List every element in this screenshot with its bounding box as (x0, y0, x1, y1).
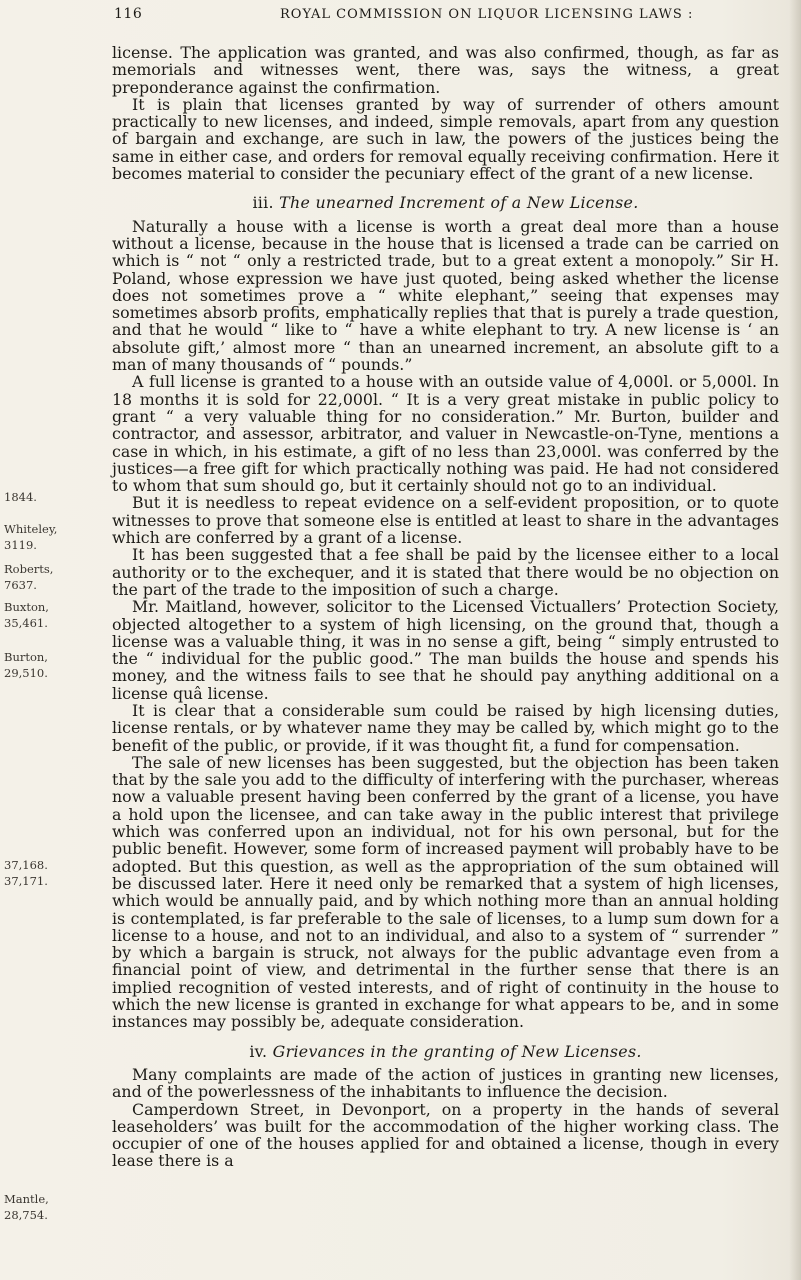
paragraph: It is plain that licenses granted by way of surrender of others amount practically to new licenses, and indeed, simple removals, apart from any question of bargain and exchange, are such in law, the powers of the justices being the same in either case, and orders for removal equally receiving confirmation. Here it becomes material to consider the pecuniary effect of the grant of a new license. (112, 94, 779, 184)
margin-note-1844: 1844. (4, 490, 37, 504)
margin-note-37171: 37,171. (4, 874, 48, 888)
page-edge-shadow (789, 0, 801, 1280)
section-heading-iii (112, 194, 779, 211)
margin-note-mantle: Mantle, (4, 1192, 49, 1206)
paragraph: license. The application was granted, and was also confirmed, though, as far as memorials and witnesses went, there was, says the witness, a great preponderance against the confirmation. (112, 43, 779, 97)
margin-note-buxton: Buxton, (4, 600, 49, 614)
margin-note-whiteley: Whiteley, (4, 522, 58, 536)
paragraph: The sale of new licenses has been suggested, but the objection has been taken that by the sale you add to the difficulty of interfering with the purchaser, whereas now a valuable present having been conferred by the grant of a license, you have a hold upon the licensee, and can take away in the public interest that privilege which was conferred upon an individual, not for his own personal, but for the public benefit. However, some form of increased payment will probably have to be adopted. But this question, as well as the appropriation of the sum obtained will be discussed later. Here it need only be remarked that a system of high licenses, which would be annually paid, and by which nothing more than an annual holding is contemplated, is far preferable to the sale of licenses, to a lump sum down for a license to a house, and not to an individual, and also to a system of “ surrender ” by which a bargain is struck, not always for the public advantage even from a financial point of view, and detrimental in the further sense that there is an implied recognition of vested interests, and of right of continuity in the house to which the new license is granted in exchange for what appears to be, and in some instances may possibly be, adequate consideration. (112, 752, 779, 1032)
main-text (112, 44, 779, 1170)
running-head (90, 6, 780, 28)
running-title: ROYAL COMMISSION ON LIQUOR LICENSING LAWS : (280, 7, 694, 22)
margin-note-3119: 3119. (4, 538, 37, 552)
margin-note-35461: 35,461. (4, 616, 48, 630)
margin-note-29510: 29,510. (4, 666, 48, 680)
paragraph: A full license is granted to a house with an outside value of 4,000l. or 5,000l. In 18 months it is sold for 22,000l. “ It is a very great mistake in public policy to grant “ a very valuable thing for no consideration.” Mr. Burton, builder and contractor, and assessor, arbitrator, and valuer in Newcastle-on-Tyne, mentions a case in which, in his estimate, a gift of no less than 23,000l. was conferred by the justices—a free gift for which practically nothing was paid. He had not considered to whom that sum should go, but it certainly should not go to an individual. (112, 372, 779, 496)
paragraph: It has been suggested that a fee shall be paid by the licensee either to a local authority or to the exchequer, and it is stated that there would be no objection on the part of the trade to the imposition of such a charge. (112, 545, 779, 599)
paragraph: Mr. Maitland, however, solicitor to the Licensed Victuallers’ Protection Society, objected altogether to a system of high licensing, on the ground that, though a license was a valuable thing, it was in no sense a gift, being “ simply entrusted to the “ individual for the public good.” The man builds the house and spends his money, and the witness fails to see that he should pay anything additional on a license quâ license. (112, 597, 779, 703)
margin-note-roberts: Roberts, (4, 562, 54, 576)
section-title: Grievances in the granting of New Licenses. (272, 1041, 642, 1061)
paragraph: Many complaints are made of the action of justices in granting new licenses, and of the powerlessness of the inhabitants to influence the decision. (112, 1064, 779, 1102)
section-number: iv. (249, 1041, 268, 1061)
section-number: iii. (252, 193, 274, 213)
paragraph: Naturally a house with a license is worth a great deal more than a house without a license, because in the house that is licensed a trade can be carried on which is “ not “ only a restricted trade, but to a great extent a monopoly.” Sir H. Poland, whose expression we have just quoted, being asked whether the license does not sometimes prove a “ white elephant,” seeing that expenses may sometimes absorb profits, emphatically replies that that is purely a trade question, and that he would “ like to “ have a white elephant to try. A new license is ‘ an absolute gift,’ almost more “ than an unearned increment, an absolute gift to a man of many thousands of “ pounds.” (112, 216, 779, 375)
margin-note-28754: 28,754. (4, 1208, 48, 1222)
margin-note-burton: Burton, (4, 650, 48, 664)
section-title: The unearned Increment of a New License. (279, 193, 639, 213)
paragraph: But it is needless to repeat evidence on a self-evident proposition, or to quote witnesses to prove that someone else is entitled at least to share in the advantages which are conferred by a grant of a license. (112, 493, 779, 548)
section-heading-iv (112, 1043, 779, 1060)
page-number: 116 (114, 6, 143, 22)
paragraph: It is clear that a considerable sum could be raised by high licensing duties, license rentals, or by whatever name they may be called by, which might go to the benefit of the public, or provide, if it was thought fit, a fund for compensation. (112, 700, 779, 755)
paragraph: Camperdown Street, in Devonport, on a property in the hands of several leaseholders’ was built for the accommodation of the higher working class. The occupier of one of the houses applied for and obtained a license, though in every lease there is a (112, 1099, 779, 1171)
margin-note-7637: 7637. (4, 578, 37, 592)
margin-note-37168: 37,168. (4, 858, 48, 872)
